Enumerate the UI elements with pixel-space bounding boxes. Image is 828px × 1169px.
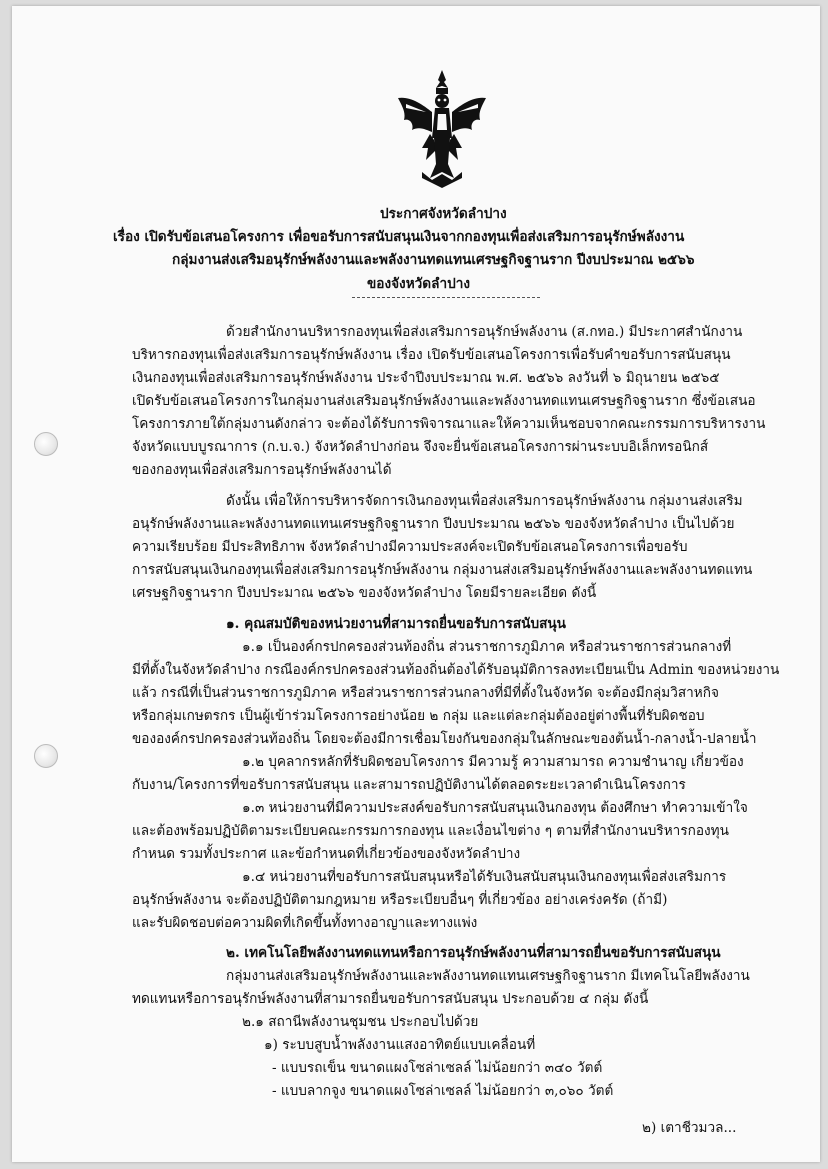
paragraph-line: แล้ว กรณีที่เป็นส่วนราชการภูมิภาค หรือส่วนราชการส่วนกลางที่มีที่ตั้งในจังหวัด จะต้องมีกลุ่มวิสาหกิจ [132, 685, 719, 701]
paragraph-line: ของกองทุนเพื่อส่งเสริมการอนุรักษ์พลังงานได้ [132, 462, 392, 478]
garuda-emblem-icon [392, 68, 492, 190]
paragraph-line: กับงาน/โครงการที่ขอรับการสนับสนุน และสามารถปฏิบัติงานได้ตลอดระยะเวลาดำเนินโครงการ [132, 777, 686, 793]
paragraph-line: ด้วยสำนักงานบริหารกองทุนเพื่อส่งเสริมการอนุรักษ์พลังงาน (ส.กทอ.) มีประกาศสำนักงาน [226, 324, 743, 340]
divider [352, 297, 540, 298]
paragraph-line: โครงการภายใต้กลุ่มงานดังกล่าว จะต้องได้รับการพิจารณาและให้ความเห็นชอบจากคณะกรรมการบริหารงาน [132, 416, 766, 432]
section-heading: ๑. คุณสมบัติของหน่วยงานที่สามารถยื่นขอรับการสนับสนุน [226, 616, 566, 632]
paragraph-line: เปิดรับข้อเสนอโครงการในกลุ่มงานส่งเสริมอนุรักษ์พลังงานและพลังงานทดแทนเศรษฐกิจฐานราก ซึ่งข้อเสนอ [132, 393, 756, 409]
subject-line: เรื่อง เปิดรับข้อเสนอโครงการ เพื่อขอรับการสนับสนุนเงินจากกองทุนเพื่อส่งเสริมการอนุรักษ์พลังงาน [113, 229, 685, 245]
list-item: - แบบรถเข็น ขนาดแผงโซล่าเซลล์ ไม่น้อยกว่า ๓๔๐ วัตต์ [272, 1060, 603, 1076]
list-item: ๑) ระบบสูบน้ำพลังงานแสงอาทิตย์แบบเคลื่อนที่ [264, 1037, 536, 1053]
announcement-title: ประกาศจังหวัดลำปาง [380, 206, 507, 222]
paragraph-line: ทดแทนหรือการอนุรักษ์พลังงานที่สามารถยื่นขอรับการสนับสนุน ประกอบด้วย ๔ กลุ่ม ดังนี้ [132, 991, 649, 1007]
paragraph-line: ๑.๔ หน่วยงานที่ขอรับการสนับสนุนหรือได้รับเงินสนับสนุนเงินกองทุนเพื่อส่งเสริมการ [242, 869, 727, 885]
paragraph-line: จังหวัดแบบบูรณาการ (ก.บ.จ.) จังหวัดลำปางก่อน จึงจะยื่นข้อเสนอโครงการผ่านระบบอิเล็กทรอนิกส์ [132, 439, 709, 455]
paragraph-line: ๑.๓ หน่วยงานที่มีความประสงค์ขอรับการสนับสนุนเงินกองทุน ต้องศึกษา ทำความเข้าใจ [242, 800, 748, 816]
section-heading: ๒. เทคโนโลยีพลังงานทดแทนหรือการอนุรักษ์พลังงานที่สามารถยื่นขอรับการสนับสนุน [226, 945, 721, 961]
subject-line: ของจังหวัดลำปาง [367, 276, 470, 292]
paragraph-line: การสนับสนุนเงินกองทุนเพื่อส่งเสริมการอนุรักษ์พลังงาน กลุ่มงานส่งเสริมอนุรักษ์พลังงานและพลังงานทดแทน [132, 562, 753, 578]
paragraph-line: และรับผิดชอบต่อความผิดที่เกิดขึ้นทั้งทางอาญาและทางแพ่ง [132, 915, 478, 931]
paragraph-line: กำหนด รวมทั้งประกาศ และข้อกำหนดที่เกี่ยวข้องของจังหวัดลำปาง [132, 846, 521, 862]
subject-line: กลุ่มงานส่งเสริมอนุรักษ์พลังงานและพลังงานทดแทนเศรษฐกิจฐานราก ปีงบประมาณ ๒๕๖๖ [172, 252, 695, 268]
punch-hole [34, 432, 58, 456]
paragraph-line: เศรษฐกิจฐานราก ปีงบประมาณ ๒๕๖๖ ของจังหวัดลำปาง โดยมีรายละเอียด ดังนี้ [132, 585, 597, 601]
paragraph-line: ๑.๒ บุคลากรหลักที่รับผิดชอบโครงการ มีความรู้ ความสามารถ ความชำนาญ เกี่ยวข้อง [242, 754, 744, 770]
paragraph-line: กลุ่มงานส่งเสริมอนุรักษ์พลังงานและพลังงานทดแทนเศรษฐกิจฐานราก มีเทคโนโลยีพลังงาน [226, 968, 750, 984]
document-page [12, 6, 820, 1162]
paragraph-line: ๑.๑ เป็นองค์กรปกครองส่วนท้องถิ่น ส่วนราชการภูมิภาค หรือส่วนราชการส่วนกลางที่ [242, 639, 732, 655]
paragraph-line: บริหารกองทุนเพื่อส่งเสริมการอนุรักษ์พลังงาน เรื่อง เปิดรับข้อเสนอโครงการเพื่อรับคำขอรับการสนับสนุน [132, 347, 731, 363]
paragraph-line: ดังนั้น เพื่อให้การบริหารจัดการเงินกองทุนเพื่อส่งเสริมการอนุรักษ์พลังงาน กลุ่มงานส่งเสริม [226, 493, 743, 509]
paragraph-line: มีที่ตั้งในจังหวัดลำปาง กรณีองค์กรปกครองส่วนท้องถิ่นต้องได้รับอนุมัติการลงทะเบียนเป็น Admin ของหน่วยงาน [132, 662, 780, 678]
paragraph-line: หรือกลุ่มเกษตรกร เป็นผู้เข้าร่วมโครงการอย่างน้อย ๒ กลุ่ม และแต่ละกลุ่มต้องอยู่ต่างพื้นที่รับผิดชอบ [132, 708, 705, 724]
paragraph-line: ขององค์กรปกครองส่วนท้องถิ่น โดยจะต้องมีการเชื่อมโยงกันของกลุ่มในลักษณะของต้นน้ำ-กลางน้ำ-ปลายน้ำ [132, 731, 757, 747]
paragraph-line: และต้องพร้อมปฏิบัติตามระเบียบคณะกรรมการกองทุน และเงื่อนไขต่าง ๆ ตามที่สำนักงานบริหารกองทุน [132, 823, 729, 839]
paragraph-line: อนุรักษ์พลังงาน จะต้องปฏิบัติตามกฎหมาย หรือระเบียบอื่นๆ ที่เกี่ยวข้อง อย่างเคร่งครัด (ถ้ามี) [132, 892, 668, 908]
list-item: ๒.๑ สถานีพลังงานชุมชน ประกอบไปด้วย [242, 1014, 479, 1030]
continuation-marker: ๒) เตาชีวมวล... [642, 1120, 737, 1136]
paragraph-line: อนุรักษ์พลังงานและพลังงานทดแทนเศรษฐกิจฐานราก ปีงบประมาณ ๒๕๖๖ ของจังหวัดลำปาง เป็นไปด้วย [132, 516, 735, 532]
paragraph-line: เงินกองทุนเพื่อส่งเสริมการอนุรักษ์พลังงาน ประจำปีงบประมาณ พ.ศ. ๒๕๖๖ ลงวันที่ ๖ มิถุนายน ๒๕๖๕ [132, 370, 720, 386]
punch-hole [34, 744, 58, 768]
list-item: - แบบลากจูง ขนาดแผงโซล่าเซลล์ ไม่น้อยกว่า ๓,๐๖๐ วัตต์ [272, 1083, 614, 1099]
paragraph-line: ความเรียบร้อย มีประสิทธิภาพ จังหวัดลำปางมีความประสงค์จะเปิดรับข้อเสนอโครงการเพื่อขอรับ [132, 539, 688, 555]
